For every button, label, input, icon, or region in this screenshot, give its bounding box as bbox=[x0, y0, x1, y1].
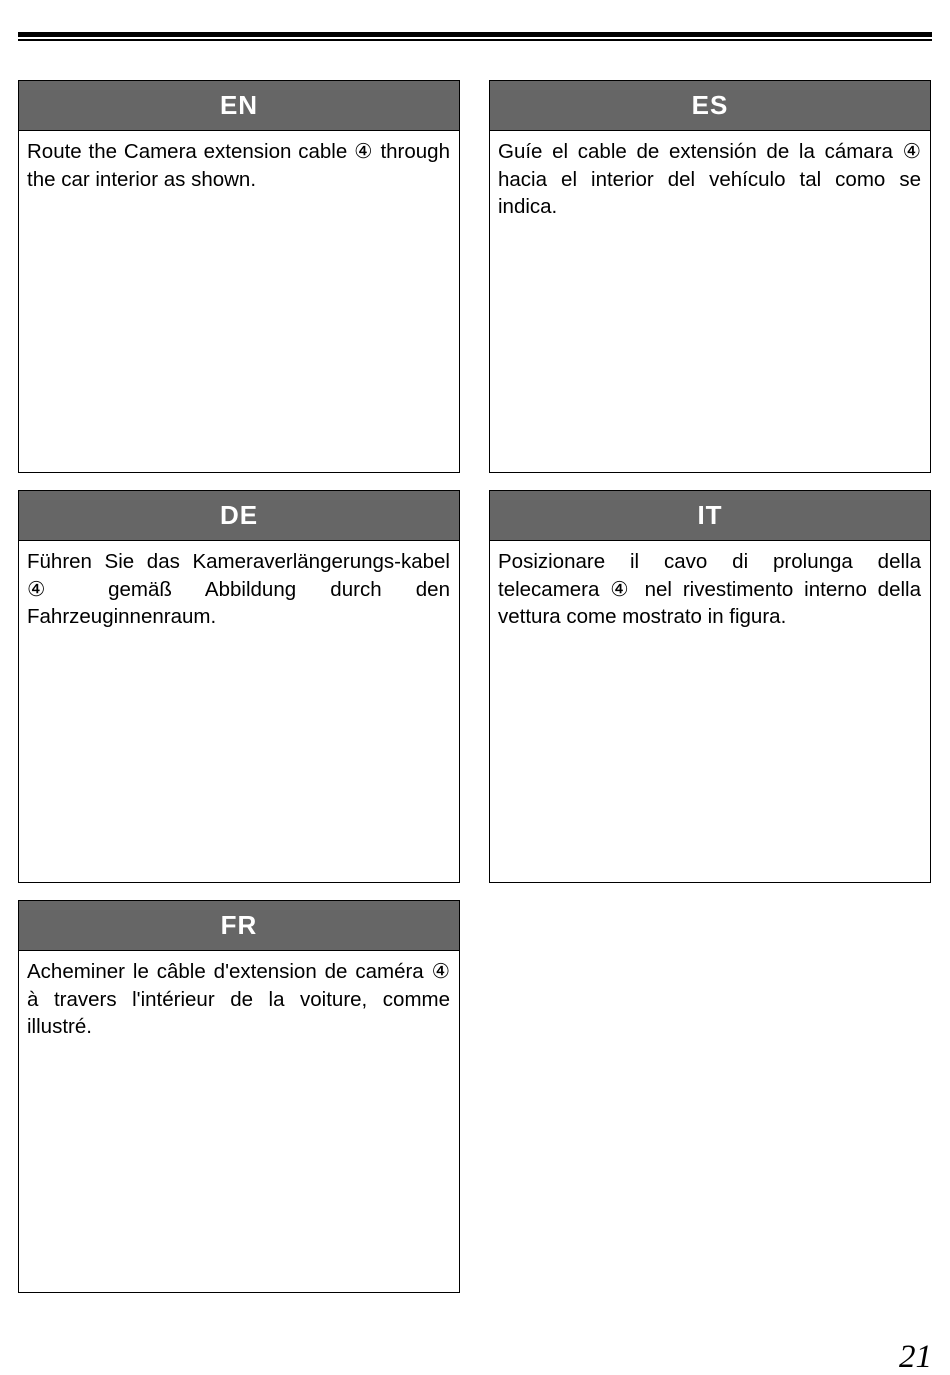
top-rule bbox=[18, 32, 932, 41]
page-number: 21 bbox=[899, 1339, 932, 1375]
top-rule-thick-line bbox=[18, 32, 932, 37]
section-fr-header: FR bbox=[19, 901, 459, 951]
top-rule-thin-line bbox=[18, 39, 932, 41]
section-it bbox=[489, 490, 931, 883]
section-fr-text: Acheminer le câble d'extension de caméra ④ à travers l'intérieur de la voiture, comme illustré. bbox=[27, 960, 450, 1038]
section-es-header: ES bbox=[490, 81, 930, 131]
section-es bbox=[489, 80, 931, 473]
section-es-text: Guíe el cable de extensión de la cámara ④ hacia el interior del vehículo tal como se indica. bbox=[498, 140, 921, 218]
section-it-text: Posizionare il cavo di prolunga della telecamera ④ nel rivestimento interno della vettura come mostrato in figura. bbox=[498, 550, 921, 628]
section-en-header: EN bbox=[19, 81, 459, 131]
section-de-header: DE bbox=[19, 491, 459, 541]
section-de-text: Führen Sie das Kameraverlängerungs-kabel ④ gemäß Abbildung durch den Fahrzeuginnenraum. bbox=[27, 550, 450, 628]
section-it-header: IT bbox=[490, 491, 930, 541]
section-en-text: Route the Camera extension cable ④ through the car interior as shown. bbox=[27, 140, 450, 191]
section-de bbox=[18, 490, 460, 883]
section-en bbox=[18, 80, 460, 473]
section-fr bbox=[18, 900, 460, 1293]
